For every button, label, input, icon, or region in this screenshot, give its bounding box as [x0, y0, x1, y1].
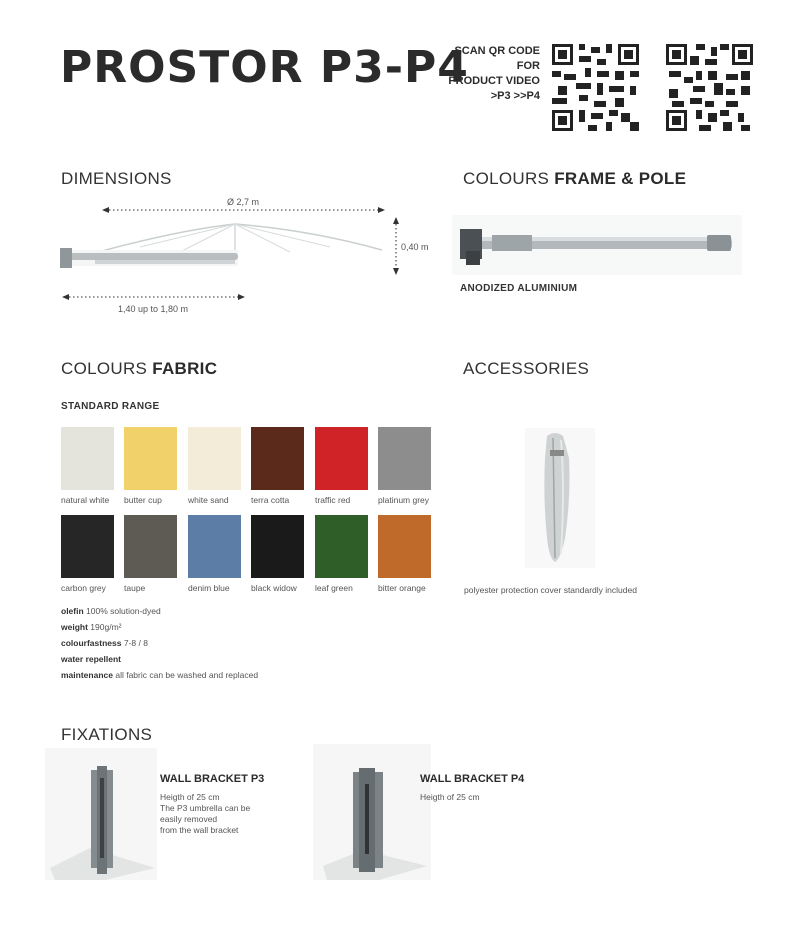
spec-value: 7-8 / 8 [123, 638, 148, 648]
fabric-swatch[interactable] [378, 427, 431, 490]
heading-light: COLOURS [463, 169, 550, 188]
fabric-swatch-label: leaf green [315, 583, 353, 593]
length-label: 1,40 up to 1,80 m [118, 304, 189, 314]
wall-bracket-p4-text [420, 792, 480, 803]
text-line: Heigth of 25 cm [420, 792, 480, 802]
spec-olefin [61, 603, 258, 619]
spec-value: all fabric can be washed and replaced [115, 670, 259, 680]
fabric-swatch[interactable] [124, 427, 177, 490]
spec-colourfastness [61, 635, 258, 651]
diameter-label: Ø 2,7 m [227, 197, 260, 207]
qr-line: SCAN QR CODE [454, 45, 540, 57]
spec-key: olefin [61, 606, 84, 616]
qr-code-p3[interactable] [552, 44, 639, 131]
spec-value: 190g/m² [90, 622, 122, 632]
fabric-swatch[interactable] [251, 515, 304, 578]
accessories-caption: polyester protection cover standardly included [464, 585, 637, 595]
fabric-swatch-label: denim blue [188, 583, 230, 593]
qr-caption [430, 44, 540, 104]
wall-bracket-p4-title: WALL BRACKET P4 [420, 773, 525, 785]
text-line: from the wall bracket [160, 825, 239, 835]
frame-material: ANODIZED ALUMINIUM [460, 283, 578, 294]
fabric-swatch[interactable] [378, 515, 431, 578]
fabric-swatch-label: white sand [188, 495, 229, 505]
frame-colours-heading [463, 169, 686, 189]
fabric-swatch-label: taupe [124, 583, 146, 593]
fabric-swatch[interactable] [251, 427, 304, 490]
heading-light: COLOURS [61, 359, 148, 378]
fabric-swatch-label: black widow [251, 583, 297, 593]
fixations-heading: FIXATIONS [61, 725, 153, 744]
spec-water-repellent [61, 651, 258, 667]
fabric-swatch[interactable] [188, 515, 241, 578]
fabric-swatch[interactable] [61, 427, 114, 490]
fabric-swatch[interactable] [315, 515, 368, 578]
wall-bracket-p3-title: WALL BRACKET P3 [160, 773, 265, 785]
fabric-specs [61, 603, 258, 683]
heading-bold: FRAME & POLE [554, 169, 687, 188]
fabric-swatch-label: terra cotta [251, 495, 290, 505]
fabric-swatch-label: platinum grey [378, 495, 430, 505]
qr-code-p4[interactable] [666, 44, 753, 131]
text-line: Heigth of 25 cm [160, 792, 220, 802]
fabric-swatch-label: butter cup [124, 495, 162, 505]
text-line: easily removed [160, 814, 218, 824]
spec-value: 100% solution-dyed [86, 606, 161, 616]
fabric-swatch-label: carbon grey [61, 583, 106, 593]
heading-bold: FABRIC [152, 359, 218, 378]
qr-line: FOR [516, 60, 540, 72]
standard-range-label: STANDARD RANGE [61, 401, 160, 412]
wall-bracket-p4-image [313, 744, 431, 880]
frame-pole-image [452, 215, 742, 275]
spec-key: maintenance [61, 670, 113, 680]
wall-bracket-p3-image [45, 748, 157, 880]
text-line: The P3 umbrella can be [160, 803, 251, 813]
protection-cover-image [525, 428, 595, 568]
qr-line: >P3 >>P4 [490, 90, 540, 102]
dimensions-heading: DIMENSIONS [61, 169, 172, 188]
wall-bracket-p3-text [160, 792, 250, 836]
fabric-swatch[interactable] [61, 515, 114, 578]
page-title: PROSTOR P3-P4 [60, 42, 469, 93]
accessories-heading: ACCESSORIES [463, 359, 590, 378]
fabric-swatch[interactable] [188, 427, 241, 490]
fabric-swatch[interactable] [315, 427, 368, 490]
fabric-swatch-label: traffic red [315, 495, 351, 505]
fabric-colours-heading [61, 359, 217, 379]
qr-line: PRODUCT VIDEO [448, 75, 540, 87]
spec-key: weight [61, 622, 88, 632]
spec-key: colourfastness [61, 638, 122, 648]
spec-weight [61, 619, 258, 635]
height-label: 0,40 m [401, 242, 429, 252]
fabric-swatch-label: bitter orange [378, 583, 426, 593]
umbrella-dimension-drawing [30, 192, 440, 322]
fabric-swatch[interactable] [124, 515, 177, 578]
fabric-swatch-label: natural white [61, 495, 110, 505]
spec-maintenance [61, 667, 258, 683]
spec-key: water repellent [61, 654, 121, 664]
